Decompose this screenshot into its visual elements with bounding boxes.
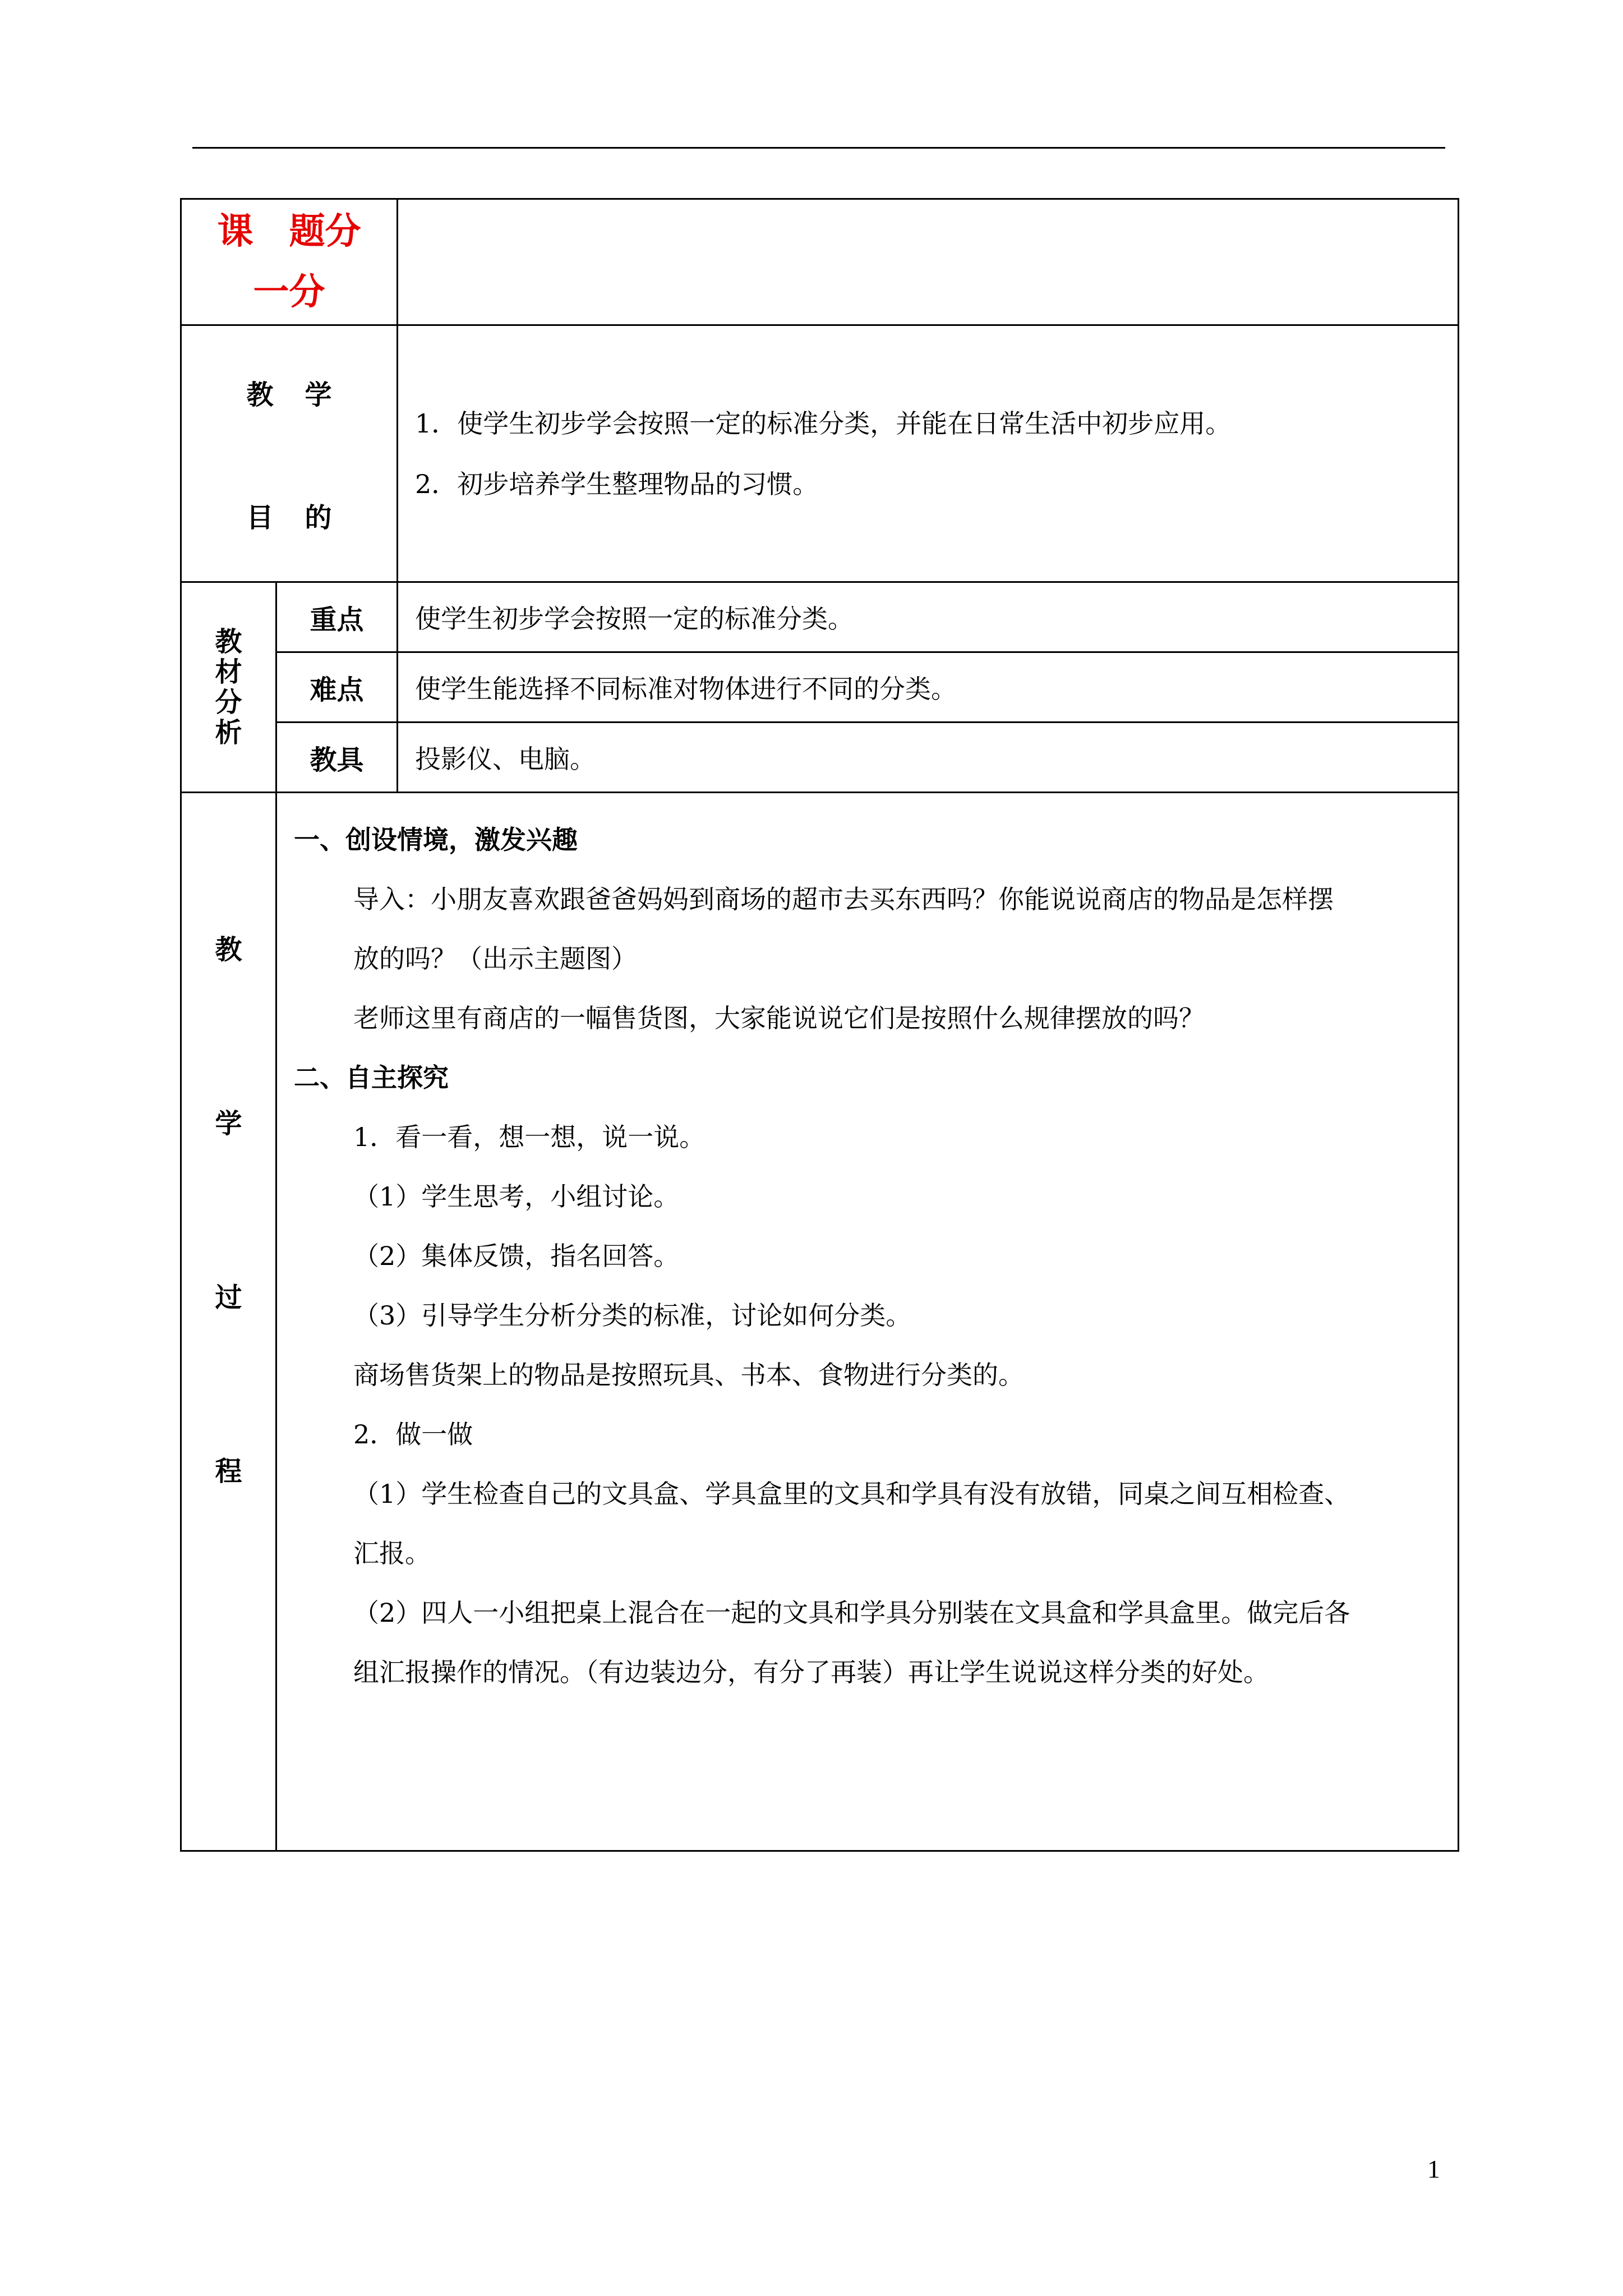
objectives-label-line2: 目的 — [246, 501, 363, 533]
objectives-content — [398, 325, 1459, 582]
teaching-tools-content: 投影仪、电脑。 — [398, 723, 1459, 793]
analysis-label-char: 教 — [215, 626, 242, 657]
analysis-label-char: 分 — [215, 687, 242, 718]
process-line: 汇报。 — [353, 1538, 431, 1568]
objectives-row — [181, 325, 1459, 582]
header-rule — [192, 147, 1445, 149]
teaching-tools-label: 教具 — [276, 723, 398, 793]
process-line: （1）学生检查自己的文具盒、学具盒里的文具和学具有没有放错，同桌之间互相检查、 — [353, 1479, 1350, 1509]
process-heading: 二、自主探究 — [294, 1062, 449, 1093]
lesson-title-line1: 课 题分 — [217, 210, 361, 252]
key-point-label: 重点 — [276, 582, 398, 652]
process-line: 放的吗？（出示主题图） — [353, 944, 637, 974]
page-number: 1 — [1427, 2155, 1440, 2183]
difficulty-content: 使学生能选择不同标准对物体进行不同的分类。 — [398, 652, 1459, 723]
process-heading: 一、创设情境，激发兴趣 — [294, 825, 578, 855]
analysis-row-difficulty — [181, 652, 1459, 723]
objectives-label — [181, 325, 398, 582]
objectives-label-line1: 教学 — [246, 379, 363, 411]
analysis-label — [181, 582, 276, 793]
process-line: 2．做一做 — [353, 1419, 473, 1450]
key-point-content: 使学生初步学会按照一定的标准分类。 — [398, 582, 1459, 652]
process-label-char: 教 — [215, 934, 242, 965]
process-line: （2）四人一小组把桌上混合在一起的文具和学具分别装在文具盒和学具盒里。做完后各 — [353, 1598, 1350, 1628]
analysis-label-char: 析 — [215, 717, 242, 748]
process-line: 老师这里有商店的一幅售货图，大家能说说它们是按照什么规律摆放的吗？ — [353, 1003, 1205, 1033]
process-line: 1．看一看，想一想，说一说。 — [353, 1122, 706, 1152]
process-label-char: 程 — [215, 1456, 242, 1487]
process-line: （2）集体反馈，指名回答。 — [353, 1241, 680, 1271]
difficulty-label: 难点 — [276, 652, 398, 723]
process-content — [276, 793, 1459, 1851]
analysis-label-char: 材 — [215, 656, 242, 688]
analysis-row-tools — [181, 723, 1459, 793]
process-label-char: 过 — [215, 1282, 242, 1313]
process-line: 商场售货架上的物品是按照玩具、书本、食物进行分类的。 — [353, 1360, 1024, 1390]
process-line: （3）引导学生分析分类的标准，讨论如何分类。 — [353, 1300, 912, 1331]
process-row — [181, 793, 1459, 1851]
lesson-title — [181, 199, 398, 325]
process-line: 组汇报操作的情况。（有边装边分，有分了再装）再让学生说说这样分类的好处。 — [353, 1657, 1269, 1687]
lesson-title-line2: 一分 — [253, 271, 325, 313]
objective-item: 1．使学生初步学会按照一定的标准分类，并能在日常生活中初步应用。 — [415, 408, 1232, 439]
process-label-char: 学 — [215, 1108, 242, 1139]
analysis-row-key — [181, 582, 1459, 652]
process-label — [181, 793, 276, 1851]
process-line: 导入：小朋友喜欢跟爸爸妈妈到商场的超市去买东西吗？你能说说商店的物品是怎样摆 — [353, 884, 1334, 914]
title-empty-cell — [398, 199, 1459, 325]
title-row — [181, 199, 1459, 325]
process-line: （1）学生思考，小组讨论。 — [353, 1181, 680, 1212]
lesson-plan-table — [180, 198, 1459, 1852]
objective-item: 2．初步培养学生整理物品的习惯。 — [415, 468, 819, 499]
